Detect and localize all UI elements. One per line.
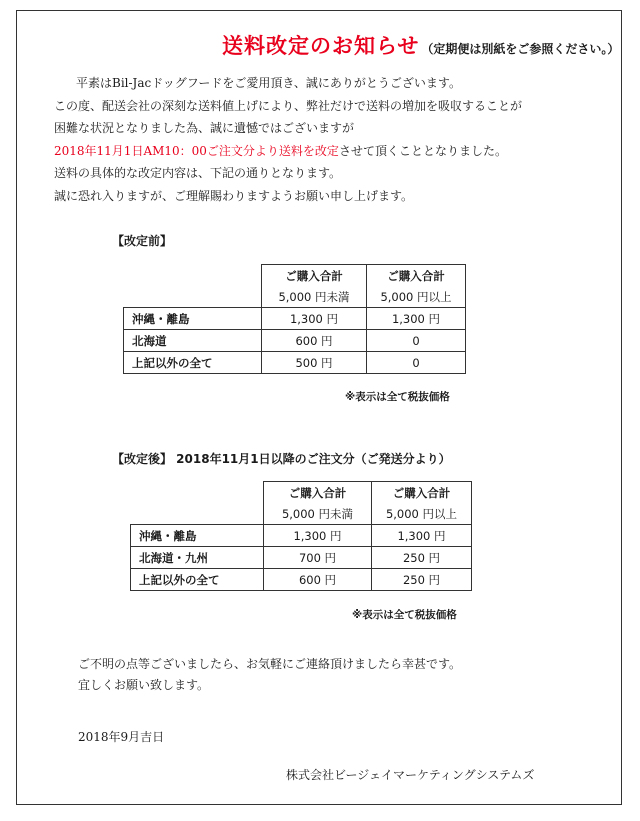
issue-date: 2018年9月吉日 bbox=[78, 730, 165, 744]
table-row bbox=[131, 525, 472, 547]
fee-cell: 600 円 bbox=[264, 569, 372, 591]
table-row bbox=[131, 547, 472, 569]
intro-line-5: 送料の具体的な改定内容は、下記の通りとなります。 bbox=[54, 166, 342, 180]
table-subheader-row bbox=[124, 286, 466, 308]
table-corner bbox=[131, 503, 264, 525]
column-header: ご購入合計 bbox=[372, 482, 472, 504]
fee-cell: 0 bbox=[367, 352, 466, 374]
intro-line-4-rest: させて頂くこととなりました。 bbox=[338, 143, 507, 158]
intro-line-4 bbox=[54, 140, 522, 163]
column-subheader: 5,000 円未満 bbox=[264, 503, 372, 525]
fee-cell: 1,300 円 bbox=[262, 308, 367, 330]
revision-date-highlight: 2018年11月1日AM10：00ご注文分より送料を改定 bbox=[54, 143, 339, 158]
fee-cell: 250 円 bbox=[372, 569, 472, 591]
table-corner bbox=[131, 482, 264, 504]
title-row bbox=[222, 30, 619, 60]
table-corner bbox=[124, 286, 262, 308]
closing-line-2: 宜しくお願い致します。 bbox=[78, 678, 210, 692]
region-cell: 上記以外の全て bbox=[124, 352, 262, 374]
fee-cell: 500 円 bbox=[262, 352, 367, 374]
fee-cell: 1,300 円 bbox=[264, 525, 372, 547]
before-fee-table bbox=[123, 264, 466, 374]
after-section-label: 【改定後】 2018年11月1日以降のご注文分（ご発送分より） bbox=[112, 452, 451, 466]
fee-cell: 600 円 bbox=[262, 330, 367, 352]
column-header: ご購入合計 bbox=[264, 482, 372, 504]
table-corner bbox=[124, 265, 262, 287]
table-row bbox=[124, 330, 466, 352]
intro-line-6: 誠に恐れ入りますが、ご理解賜わりますようお願い申し上げます。 bbox=[54, 188, 414, 203]
after-fee-table bbox=[130, 481, 472, 591]
intro-paragraph bbox=[54, 72, 522, 207]
page-subtitle: （定期便は別紙をご参照ください。） bbox=[421, 42, 620, 56]
intro-line-1: 平素はBil-Jacドッグフードをご愛用頂き、誠にありがとうございます。 bbox=[76, 76, 461, 90]
fee-cell: 1,300 円 bbox=[372, 525, 472, 547]
column-subheader: 5,000 円以上 bbox=[367, 286, 466, 308]
region-cell: 沖縄・離島 bbox=[124, 308, 262, 330]
intro-line-3: 困難な状況となりました為、誠に遺憾ではございますが bbox=[54, 121, 355, 135]
company-name: 株式会社ビージェイマーケティングシステムズ bbox=[286, 768, 535, 782]
fee-cell: 1,300 円 bbox=[367, 308, 466, 330]
region-cell: 北海道 bbox=[124, 330, 262, 352]
before-section-label: 【改定前】 bbox=[112, 234, 173, 248]
before-tax-note: ※表示は全て税抜価格 bbox=[345, 391, 450, 403]
table-subheader-row bbox=[131, 503, 472, 525]
table-header-row bbox=[131, 482, 472, 504]
table-row bbox=[131, 569, 472, 591]
table-header-row bbox=[124, 265, 466, 287]
column-header: ご購入合計 bbox=[367, 265, 466, 287]
closing-line-1: ご不明の点等ございましたら、お気軽にご連絡頂けましたら幸甚です。 bbox=[78, 657, 462, 671]
after-tax-note: ※表示は全て税抜価格 bbox=[352, 609, 457, 621]
region-cell: 北海道・九州 bbox=[131, 547, 264, 569]
fee-cell: 700 円 bbox=[264, 547, 372, 569]
column-subheader: 5,000 円未満 bbox=[262, 286, 367, 308]
fee-cell: 250 円 bbox=[372, 547, 472, 569]
column-subheader: 5,000 円以上 bbox=[372, 503, 472, 525]
table-row bbox=[124, 308, 466, 330]
region-cell: 上記以外の全て bbox=[131, 569, 264, 591]
region-cell: 沖縄・離島 bbox=[131, 525, 264, 547]
intro-line-2: この度、配送会社の深刻な送料値上げにより、弊社だけで送料の増加を吸収することが bbox=[54, 98, 523, 113]
fee-cell: 0 bbox=[367, 330, 466, 352]
table-row bbox=[124, 352, 466, 374]
page-title: 送料改定のお知らせ bbox=[222, 34, 420, 58]
column-header: ご購入合計 bbox=[262, 265, 367, 287]
closing-paragraph bbox=[78, 654, 461, 696]
